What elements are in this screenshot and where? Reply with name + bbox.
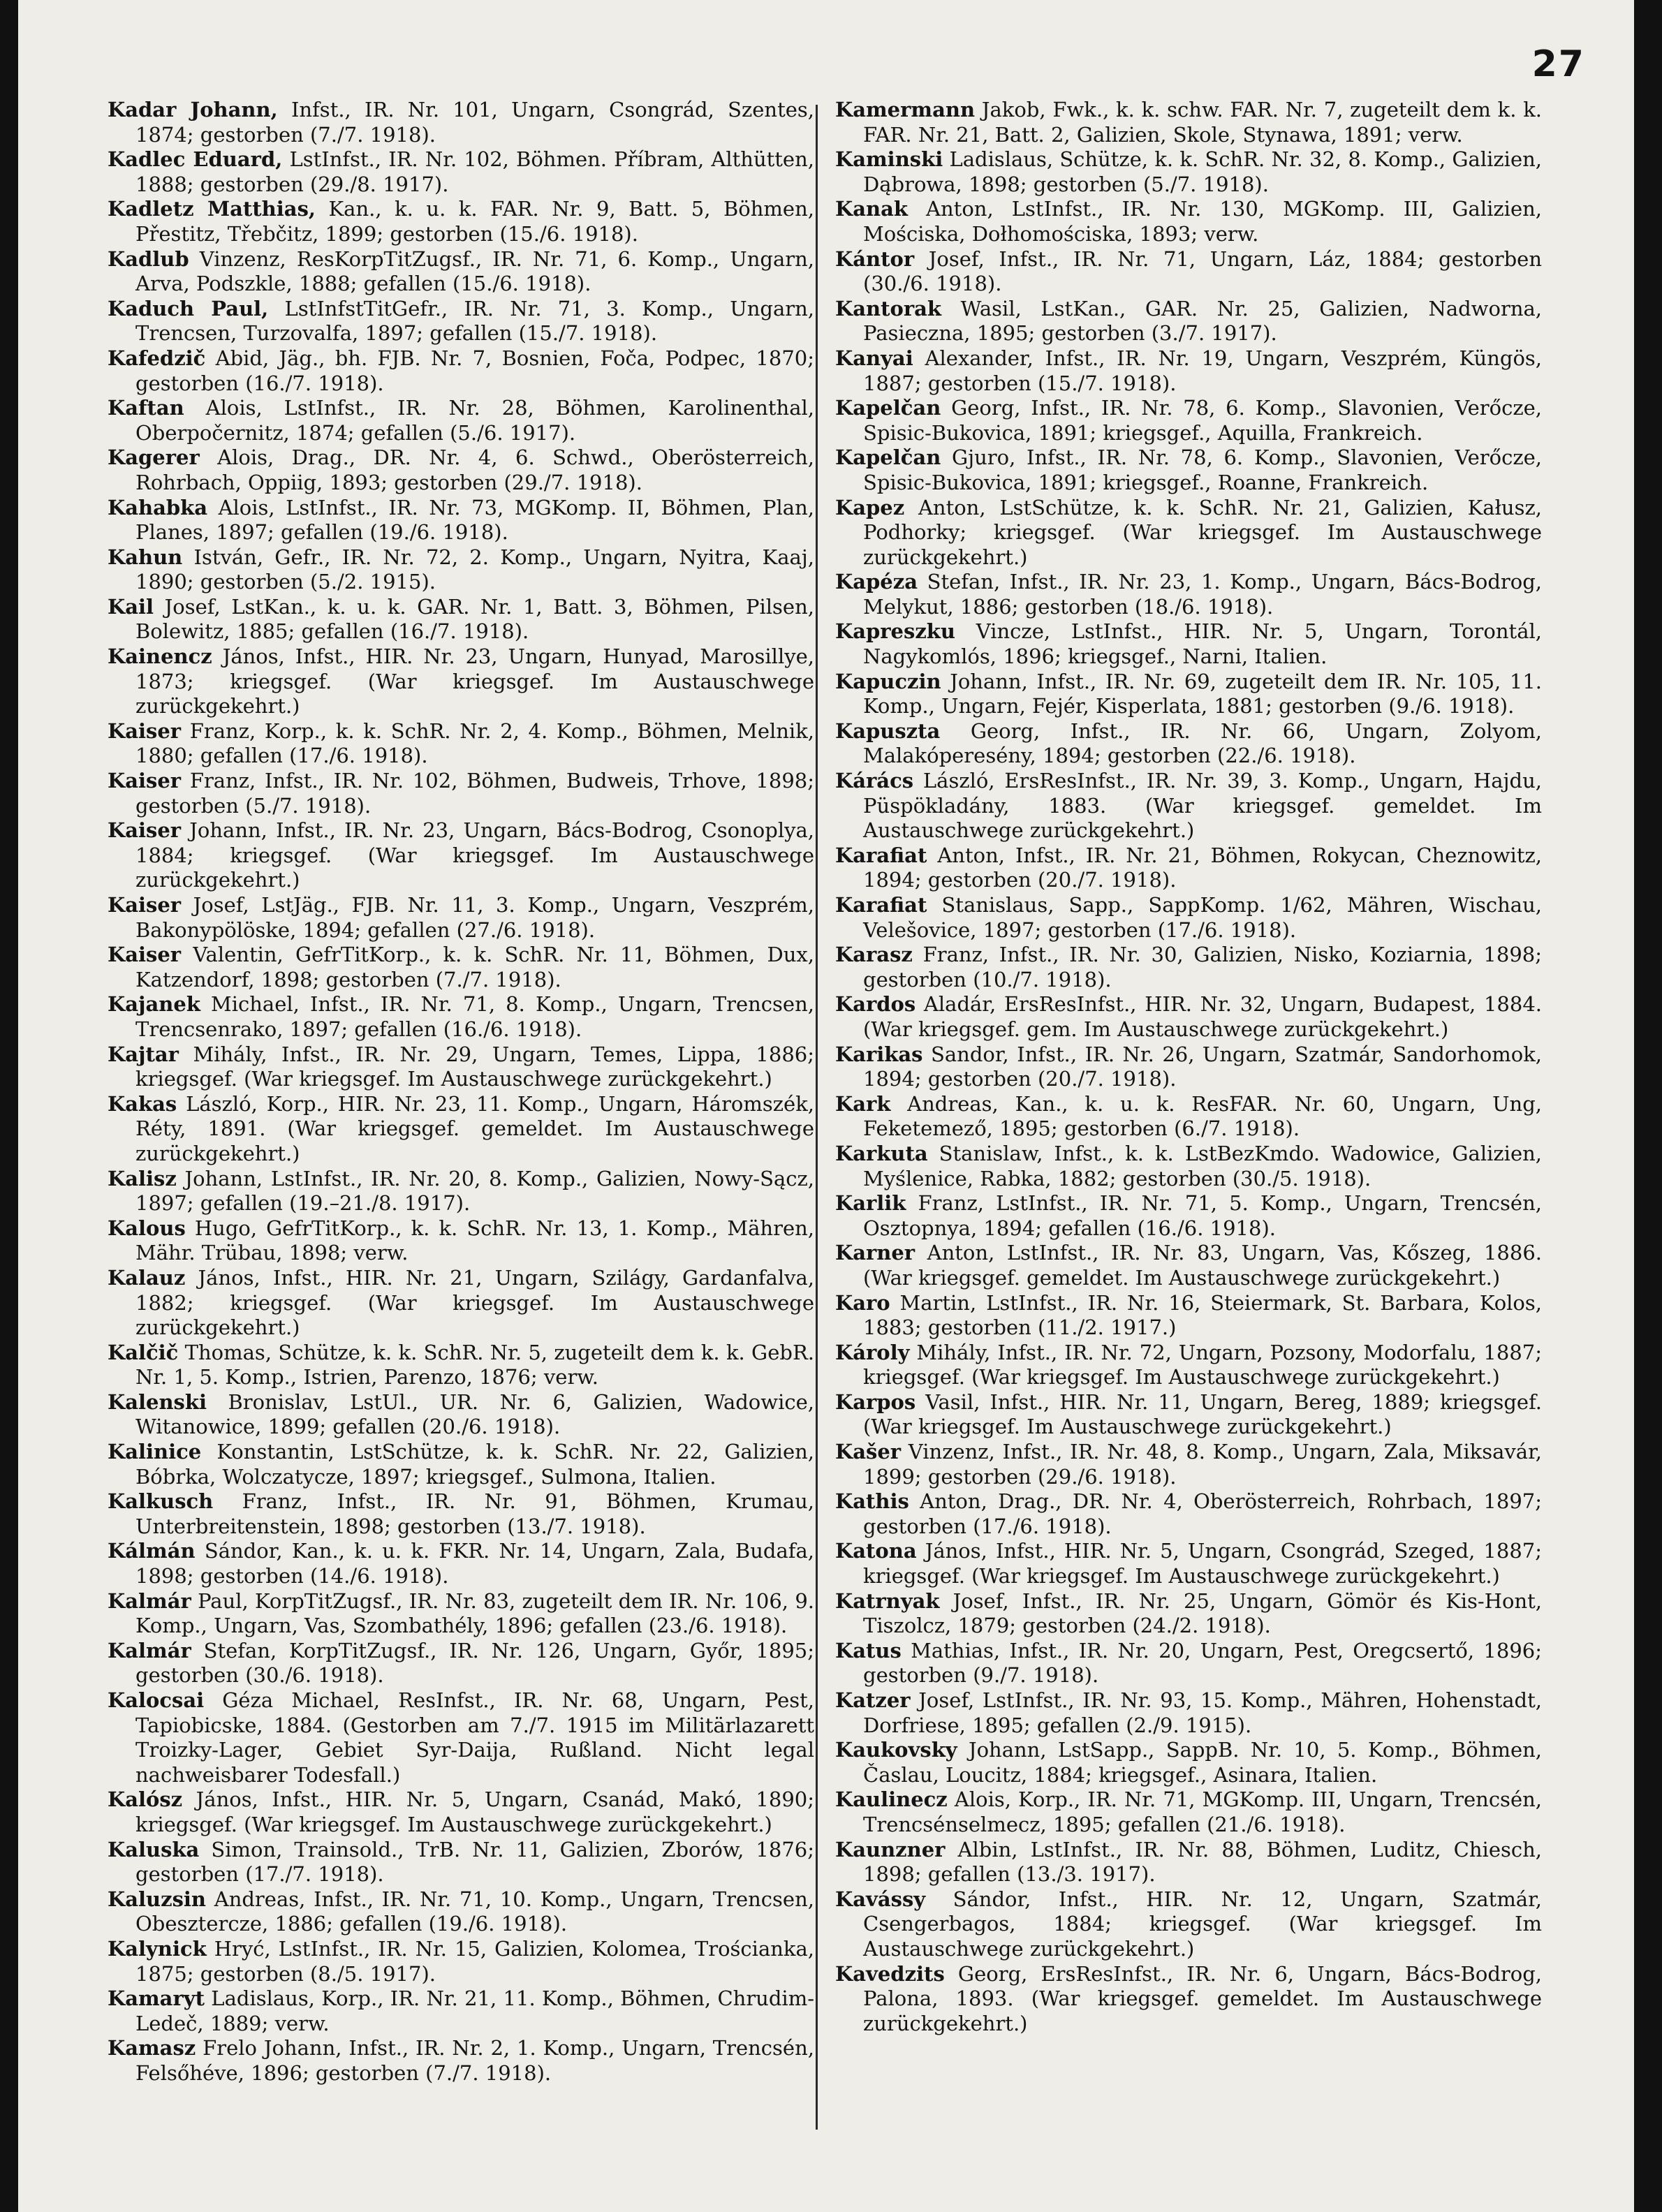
casualty-entry: [108, 943, 814, 992]
entry-details: Andreas, Kan., k. u. k. ResFAR. Nr. 60, Ungarn, Ung, Feketemező, 1895; gestorben (6./7. 1918).: [863, 1091, 1542, 1141]
entry-name: Kapuszta: [835, 718, 941, 743]
entry-name: Karo: [835, 1290, 890, 1315]
casualty-entry: [835, 570, 1542, 619]
entry-name: Kajtar: [108, 1042, 179, 1066]
entry-details: Franz, Infst., IR. Nr. 91, Böhmen, Krumau, Unterbreitenstein, 1898; gestorben (13./7. 1918).: [135, 1489, 814, 1538]
entry-details: Stefan, KorpTitZugsf., IR. Nr. 126, Ungarn, Győr, 1895; gestorben (30./6. 1918).: [135, 1638, 814, 1688]
entry-details: Hugo, GefrTitKorp., k. k. SchR. Nr. 13, 1. Komp., Mähren, Mähr. Trübau, 1898; verw.: [135, 1216, 814, 1265]
casualty-entry: [835, 197, 1542, 246]
casualty-entry: [108, 396, 814, 445]
entry-details: Martin, LstInfst., IR. Nr. 16, Steiermark, St. Barbara, Kolos, 1883; gestorben (11./2. 1917.): [863, 1290, 1542, 1340]
casualty-entry: [108, 445, 814, 495]
entry-name: Karpos: [835, 1389, 916, 1414]
entry-details: Josef, LstJäg., FJB. Nr. 11, 3. Komp., Ungarn, Veszprém, Bakonypölöske, 1894; gefallen (27./6. 1918).: [135, 893, 814, 942]
entry-name: Kaduch Paul,: [108, 296, 269, 320]
casualty-entry: [835, 1838, 1542, 1887]
entry-name: Karafiat: [835, 893, 927, 917]
entry-name: Kaluska: [108, 1837, 200, 1861]
casualty-entry: [108, 1937, 814, 1986]
entry-name: Kapéza: [835, 570, 918, 594]
casualty-entry: [835, 1241, 1542, 1290]
casualty-entry: [108, 1489, 814, 1539]
casualty-entry: [835, 346, 1542, 396]
casualty-entry: [835, 445, 1542, 495]
casualty-entry: [835, 1639, 1542, 1688]
entry-details: János, Infst., HIR. Nr. 23, Ungarn, Hunyad, Marosillye, 1873; kriegsgef. (War kriegsgef. Im Austauschwege zurückgekehrt.): [135, 644, 814, 718]
entry-name: Kapelčan: [835, 445, 941, 470]
casualty-entry: [835, 147, 1542, 197]
entry-details: János, Infst., HIR. Nr. 21, Ungarn, Szilágy, Gardanfalva, 1882; kriegsgef. (War kriegsgef. Im Austauschwege zurückgekehrt.): [135, 1265, 814, 1340]
entry-details: Thomas, Schütze, k. k. SchR. Nr. 5, zugeteilt dem k. k. GebR. Nr. 1, 5. Komp., Istrien, Parenzo, 1876; verw.: [135, 1340, 814, 1389]
casualty-entry: [108, 346, 814, 396]
casualty-entry: [108, 1092, 814, 1167]
entry-details: Andreas, Infst., IR. Nr. 71, 10. Komp., Ungarn, Trencsen, Obesztercze, 1886; gefallen (19./6. 1918).: [135, 1887, 814, 1936]
entry-details: Kan., k. u. k. FAR. Nr. 9, Batt. 5, Böhmen, Přestitz, Třebčitz, 1899; gestorben (15./6. 1918).: [135, 197, 814, 246]
entry-details: István, Gefr., IR. Nr. 72, 2. Komp., Ungarn, Nyitra, Kaaj, 1890; gestorben (5./2. 1915).: [135, 545, 814, 594]
casualty-entry: [108, 769, 814, 818]
entry-details: Alois, LstInfst., IR. Nr. 73, MGKomp. II, Böhmen, Plan, Planes, 1897; gefallen (19./6. 1918).: [135, 495, 814, 545]
right-column: [835, 98, 1542, 2036]
entry-name: Kadlub: [108, 246, 189, 271]
entry-details: Franz, LstInfst., IR. Nr. 71, 5. Komp., Ungarn, Trencsén, Osztopnya, 1894; gefallen (16./6. 1918).: [863, 1191, 1542, 1240]
entry-name: Kaluzsin: [108, 1887, 206, 1911]
entry-name: Kaiser: [108, 818, 182, 843]
entry-details: Johann, LstSapp., SappB. Nr. 10, 5. Komp., Böhmen, Časlau, Loucitz, 1884; kriegsgef., Asinara, Italien.: [863, 1738, 1542, 1787]
casualty-entry: [108, 297, 814, 346]
entry-name: Kamermann: [835, 98, 976, 121]
casualty-entry: [835, 1440, 1542, 1489]
casualty-entry: [108, 1390, 814, 1440]
entry-details: Paul, KorpTitZugsf., IR. Nr. 83, zugeteilt dem IR. Nr. 106, 9. Komp., Ungarn, Vas, Szombathély, 1896; gefallen (23./6. 1918).: [135, 1588, 814, 1638]
entry-details: Franz, Korp., k. k. SchR. Nr. 2, 4. Komp., Böhmen, Melnik, 1880; gefallen (17./6. 1918).: [135, 718, 814, 768]
entry-details: Anton, Drag., DR. Nr. 4, Oberösterreich, Rohrbach, 1897; gestorben (17./6. 1918).: [863, 1489, 1542, 1538]
entry-details: Aladár, ErsResInfst., HIR. Nr. 32, Ungarn, Budapest, 1884. (War kriegsgef. gem. Im Austauschwege zurückgekehrt.): [863, 992, 1542, 1041]
entry-details: Konstantin, LstSchütze, k. k. SchR. Nr. 22, Galizien, Bóbrka, Wolczatycze, 1897; kriegsgef., Sulmona, Italien.: [135, 1440, 814, 1489]
casualty-entry: [835, 992, 1542, 1042]
casualty-entry: [108, 1216, 814, 1266]
entry-name: Kavedzits: [835, 1961, 945, 1986]
casualty-entry: [835, 1539, 1542, 1588]
entry-details: Georg, ErsResInfst., IR. Nr. 6, Ungarn, Bács-Bodrog, Palona, 1893. (War kriegsgef. gemeldet. Im Austauschwege zurückgekehrt.): [863, 1961, 1542, 2035]
entry-details: Ladislaus, Schütze, k. k. SchR. Nr. 32, 8. Komp., Galizien, Dąbrowa, 1898; gestorben (5./7. 1918).: [863, 147, 1542, 196]
entry-details: Johann, Infst., IR. Nr. 69, zugeteilt dem IR. Nr. 105, 11. Komp., Ungarn, Fejér, Kisperlata, 1881; gestorben (9./6. 1918).: [863, 669, 1542, 718]
entry-name: Kalmár: [108, 1638, 191, 1662]
entry-name: Kalinice: [108, 1440, 202, 1464]
entry-details: Josef, LstInfst., IR. Nr. 93, 15. Komp., Mähren, Hohenstadt, Dorfriese, 1895; gefallen (2./9. 1915).: [863, 1688, 1542, 1737]
entry-name: Kapelčan: [835, 396, 941, 420]
entry-name: Kaukovsky: [835, 1738, 957, 1762]
entry-name: Kainencz: [108, 644, 212, 669]
entry-name: Kalocsai: [108, 1688, 205, 1712]
entry-details: Josef, Infst., IR. Nr. 25, Ungarn, Gömör és Kis-Hont, Tiszolcz, 1879; gestorben (24./2. 1918).: [863, 1588, 1542, 1638]
entry-name: Kail: [108, 594, 154, 619]
entry-name: Kaiser: [108, 718, 182, 743]
entry-details: Anton, LstSchütze, k. k. SchR. Nr. 21, Galizien, Kałusz, Podhorky; kriegsgef. (War kriegsgef. Im Austauschwege zurückgekehrt.): [863, 495, 1542, 569]
casualty-entry: [835, 1142, 1542, 1191]
entry-name: Kalmár: [108, 1588, 191, 1613]
casualty-entry: [108, 247, 814, 297]
casualty-entry: [108, 197, 814, 246]
casualty-entry: [108, 1539, 814, 1588]
entry-details: Sándor, Infst., HIR. Nr. 12, Ungarn, Szatmár, Csengerbagos, 1884; kriegsgef. (War kriegsgef. Im Austauschwege zurückgekehrt.): [863, 1887, 1542, 1961]
entry-name: Kanak: [835, 197, 908, 221]
casualty-entry: [835, 1042, 1542, 1092]
entry-details: Hryć, LstInfst., IR. Nr. 15, Galizien, Kolomea, Trościanka, 1875; gestorben (8./5. 1917).: [135, 1936, 814, 1986]
entry-details: Frelo Johann, Infst., IR. Nr. 2, 1. Komp., Ungarn, Trencsén, Felsőhéve, 1896; gestorben (7./7. 1918).: [135, 2036, 814, 2085]
entry-name: Kagerer: [108, 445, 200, 470]
entry-name: Kalkusch: [108, 1489, 214, 1514]
casualty-entry: [108, 1887, 814, 1937]
entry-name: Kaiser: [108, 893, 182, 917]
casualty-entry: [108, 1341, 814, 1390]
entry-details: László, ErsResInfst., IR. Nr. 39, 3. Komp., Ungarn, Hajdu, Püspökladány, 1883. (War kriegsgef. gemeldet. Im Austauschwege zurückgekehrt.): [863, 769, 1542, 843]
casualty-entry: [835, 396, 1542, 445]
entry-details: Valentin, GefrTitKorp., k. k. SchR. Nr. 11, Böhmen, Dux, Katzendorf, 1898; gestorben (7./7. 1918).: [135, 943, 814, 991]
casualty-entry: [835, 98, 1542, 147]
entry-details: Mathias, Infst., IR. Nr. 20, Ungarn, Pest, Oregcsertő, 1896; gestorben (9./7. 1918).: [863, 1638, 1542, 1688]
casualty-entry: [108, 1838, 814, 1887]
entry-details: Infst., IR. Nr. 101, Ungarn, Csongrád, Szentes, 1874; gestorben (7./7. 1918).: [135, 98, 814, 147]
entry-details: Géza Michael, ResInfst., IR. Nr. 68, Ungarn, Pest, Tapiobicske, 1884. (Gestorben am 7./7. 1915 im Militärlazarett Troizky-Lager, Gebiet Syr-Daija, Rußland. Nicht legal nachweisbarer Todesfall.): [135, 1688, 814, 1787]
casualty-entry: [108, 147, 814, 197]
casualty-entry: [108, 1042, 814, 1092]
entry-details: Vincze, LstInfst., HIR. Nr. 5, Ungarn, Torontál, Nagykomlós, 1896; kriegsgef., Narni, Italien.: [863, 619, 1542, 669]
casualty-entry: [835, 1092, 1542, 1142]
entry-details: Franz, Infst., IR. Nr. 30, Galizien, Nisko, Koziarnia, 1898; gestorben (10./7. 1918).: [863, 943, 1542, 991]
casualty-entry: [108, 644, 814, 719]
casualty-entry: [108, 1688, 814, 1787]
entry-details: Michael, Infst., IR. Nr. 71, 8. Komp., Ungarn, Trencsen, Trencsenrako, 1897; gefallen (16./6. 1918).: [135, 992, 814, 1041]
entry-name: Kajanek: [108, 992, 200, 1017]
casualty-entry: [835, 893, 1542, 943]
casualty-entry: [835, 619, 1542, 669]
casualty-entry: [108, 545, 814, 595]
entry-name: Kašer: [835, 1440, 902, 1464]
entry-details: Sandor, Infst., IR. Nr. 26, Ungarn, Szatmár, Sandorhomok, 1894; gestorben (20./7. 1918).: [863, 1042, 1542, 1091]
entry-details: Johann, Infst., IR. Nr. 23, Ungarn, Bács-Bodrog, Csonoplya, 1884; kriegsgef. (War kriegsgef. Im Austauschwege zurückgekehrt.): [135, 818, 814, 892]
entry-name: Kalósz: [108, 1787, 183, 1812]
entry-name: Katus: [835, 1638, 902, 1662]
casualty-entry: [835, 1191, 1542, 1241]
entry-details: Mihály, Infst., IR. Nr. 72, Ungarn, Pozsony, Modorfalu, 1887; kriegsgef. (War kriegsgef. Im Austauschwege zurückgekehrt.): [863, 1340, 1542, 1389]
entry-name: Kalynick: [108, 1936, 207, 1961]
entry-details: Stefan, Infst., IR. Nr. 23, 1. Komp., Ungarn, Bács-Bodrog, Melykut, 1886; gestorben (18./6. 1918).: [863, 570, 1542, 619]
casualty-entry: [835, 1738, 1542, 1787]
casualty-entry: [835, 670, 1542, 719]
entry-name: Karikas: [835, 1042, 923, 1066]
entry-name: Kaiser: [108, 769, 182, 793]
entry-details: Vinzenz, ResKorpTitZugsf., IR. Nr. 71, 6. Komp., Ungarn, Arva, Podszkle, 1888; gefallen (15./6. 1918).: [135, 246, 814, 296]
entry-details: János, Infst., HIR. Nr. 5, Ungarn, Csanád, Makó, 1890; kriegsgef. (War kriegsgef. Im Austauschwege zurückgekehrt.): [135, 1787, 814, 1836]
entry-name: Karner: [835, 1241, 915, 1265]
casualty-entry: [835, 1688, 1542, 1738]
casualty-entry: [108, 1639, 814, 1688]
entry-name: Katona: [835, 1539, 917, 1563]
page-number: 27: [1531, 43, 1585, 85]
casualty-entry: [108, 992, 814, 1042]
entry-name: Kapuczin: [835, 669, 941, 693]
entry-name: Kadar Johann,: [108, 98, 278, 121]
entry-name: Kanyai: [835, 346, 913, 370]
casualty-entry: [835, 247, 1542, 297]
entry-name: Kalauz: [108, 1265, 186, 1290]
entry-details: Vasil, Infst., HIR. Nr. 11, Ungarn, Bereg, 1889; kriegsgef. (War kriegsgef. Im Austauschwege zurückgekehrt.): [863, 1389, 1542, 1439]
entry-name: Kántor: [835, 246, 915, 271]
entry-name: Kapreszku: [835, 619, 955, 644]
entry-name: Kaminski: [835, 147, 943, 172]
entry-name: Kamaryt: [108, 1986, 205, 2011]
entry-details: János, Infst., HIR. Nr. 5, Ungarn, Csongrád, Szeged, 1887; kriegsgef. (War kriegsgef. Im Austauschwege zurückgekehrt.): [863, 1539, 1542, 1588]
entry-details: László, Korp., HIR. Nr. 23, 11. Komp., Ungarn, Háromszék, Réty, 1891. (War kriegsgef. gemeldet. Im Austauschwege zurückgekehrt.): [135, 1091, 814, 1165]
casualty-entry: [835, 943, 1542, 992]
entry-details: Alois, Drag., DR. Nr. 4, 6. Schwd., Oberösterreich, Rohrbach, Oppiig, 1893; gestorben (29./7. 1918).: [135, 445, 814, 494]
entry-details: LstInfstTitGefr., IR. Nr. 71, 3. Komp., Ungarn, Trencsen, Turzovalfa, 1897; gefallen (15./7. 1918).: [135, 296, 815, 346]
entry-name: Katzer: [835, 1688, 911, 1712]
entry-name: Kadletz Matthias,: [108, 197, 316, 221]
entry-details: Georg, Infst., IR. Nr. 66, Ungarn, Zolyom, Malakóperesény, 1894; gestorben (22./6. 1918).: [863, 718, 1542, 768]
entry-details: Anton, LstInfst., IR. Nr. 83, Ungarn, Vas, Kőszeg, 1886. (War kriegsgef. gemeldet. Im Austauschwege zurückgekehrt.): [863, 1241, 1542, 1290]
casualty-entry: [108, 1787, 814, 1837]
entry-details: Alois, LstInfst., IR. Nr. 28, Böhmen, Karolinenthal, Oberpočernitz, 1874; gefallen (5./6. 1917).: [135, 396, 814, 445]
casualty-entry: [835, 1390, 1542, 1440]
entry-details: Abid, Jäg., bh. FJB. Nr. 7, Bosnien, Foča, Podpec, 1870; gestorben (16./7. 1918).: [135, 346, 814, 395]
casualty-entry: [835, 297, 1542, 346]
entry-details: Wasil, LstKan., GAR. Nr. 25, Galizien, Nadworna, Pasieczna, 1895; gestorben (3./7. 1917).: [863, 296, 1542, 346]
entry-name: Kamasz: [108, 2036, 196, 2060]
entry-name: Kardos: [835, 992, 916, 1017]
entry-name: Kapez: [835, 495, 905, 519]
entry-name: Kahabka: [108, 495, 208, 519]
entry-details: Anton, Infst., IR. Nr. 21, Böhmen, Rokycan, Cheznowitz, 1894; gestorben (20./7. 1918).: [863, 843, 1542, 892]
casualty-entry: [835, 496, 1542, 570]
column-divider: [816, 105, 818, 2130]
casualty-entry: [835, 719, 1542, 769]
casualty-entry: [835, 1962, 1542, 2037]
entry-name: Kárács: [835, 769, 914, 793]
casualty-entry: [108, 496, 814, 545]
entry-details: Stanislaus, Sapp., SappKomp. 1/62, Mähren, Wischau, Velešovice, 1897; gestorben (17./6. 1918).: [863, 893, 1542, 942]
entry-details: Alexander, Infst., IR. Nr. 19, Ungarn, Veszprém, Küngös, 1887; gestorben (15./7. 1918).: [863, 346, 1542, 395]
entry-name: Kalčič: [108, 1340, 179, 1364]
casualty-entry: [835, 1291, 1542, 1341]
casualty-entry: [108, 1589, 814, 1639]
casualty-entry: [108, 1440, 814, 1489]
entry-name: Kadlec Eduard,: [108, 147, 283, 172]
entry-details: Sándor, Kan., k. u. k. FKR. Nr. 14, Ungarn, Zala, Budafa, 1898; gestorben (14./6. 1918).: [135, 1539, 814, 1588]
entry-name: Karasz: [835, 943, 913, 967]
entry-name: Kaiser: [108, 943, 182, 967]
casualty-entry: [108, 818, 814, 893]
entry-details: Franz, Infst., IR. Nr. 102, Böhmen, Budweis, Trhove, 1898; gestorben (5./7. 1918).: [135, 769, 814, 818]
entry-name: Kakas: [108, 1091, 177, 1116]
casualty-entry: [108, 893, 814, 943]
entry-name: Kark: [835, 1091, 891, 1116]
entry-details: Bronislav, LstUl., UR. Nr. 6, Galizien, Wadowice, Witanowice, 1899; gefallen (20./6. 1918).: [135, 1389, 814, 1439]
casualty-entry: [835, 1787, 1542, 1837]
entry-details: Josef, Infst., IR. Nr. 71, Ungarn, Láz, 1884; gestorben (30./6. 1918).: [863, 246, 1542, 296]
entry-name: Kalenski: [108, 1389, 207, 1414]
entry-name: Kavássy: [835, 1887, 926, 1911]
casualty-entry: [835, 769, 1542, 843]
entry-name: Kaftan: [108, 396, 184, 420]
entry-name: Karafiat: [835, 843, 927, 867]
casualty-entry: [108, 595, 814, 644]
casualty-entry: [835, 1887, 1542, 1962]
casualty-entry: [108, 719, 814, 769]
entry-name: Kaunzner: [835, 1837, 946, 1861]
entry-details: Anton, LstInfst., IR. Nr. 130, MGKomp. III, Galizien, Mościska, Dołhomościska, 1893; verw.: [863, 197, 1542, 246]
casualty-entry: [108, 1266, 814, 1341]
entry-details: Mihály, Infst., IR. Nr. 29, Ungarn, Temes, Lippa, 1886; kriegsgef. (War kriegsgef. Im Austauschwege zurückgekehrt.): [135, 1042, 814, 1091]
entry-name: Károly: [835, 1340, 910, 1364]
casualty-entry: [108, 1167, 814, 1216]
entry-name: Kalisz: [108, 1166, 177, 1190]
casualty-entry: [835, 1589, 1542, 1639]
entry-name: Karlik: [835, 1191, 906, 1216]
entry-name: Kálmán: [108, 1539, 196, 1563]
entry-details: LstInfst., IR. Nr. 102, Böhmen. Příbram, Althütten, 1888; gestorben (29./8. 1917).: [135, 147, 814, 196]
entry-details: Albin, LstInfst., IR. Nr. 88, Böhmen, Luditz, Chiesch, 1898; gefallen (13./3. 1917).: [863, 1837, 1542, 1887]
left-column: [108, 98, 814, 2086]
entry-details: Ladislaus, Korp., IR. Nr. 21, 11. Komp., Böhmen, Chrudim-Ledeč, 1889; verw.: [135, 1986, 814, 2035]
entry-name: Kathis: [835, 1489, 909, 1514]
entry-details: Gjuro, Infst., IR. Nr. 78, 6. Komp., Slavonien, Verőcze, Spisic-Bukovica, 1891; kriegsgef., Roanne, Frankreich.: [863, 445, 1542, 494]
casualty-entry: [835, 843, 1542, 893]
casualty-entry: [108, 1986, 814, 2036]
casualty-entry: [835, 1341, 1542, 1390]
entry-name: Kaulinecz: [835, 1787, 948, 1812]
entry-name: Katrnyak: [835, 1588, 940, 1613]
entry-details: Georg, Infst., IR. Nr. 78, 6. Komp., Slavonien, Verőcze, Spisic-Bukovica, 1891; kriegsgef., Aquilla, Frankreich.: [863, 396, 1542, 445]
entry-name: Karkuta: [835, 1141, 928, 1165]
casualty-entry: [835, 1489, 1542, 1539]
entry-details: Simon, Trainsold., TrB. Nr. 11, Galizien, Zborów, 1876; gestorben (17./7. 1918).: [135, 1837, 814, 1887]
entry-name: Kahun: [108, 545, 183, 569]
entry-details: Alois, Korp., IR. Nr. 71, MGKomp. III, Ungarn, Trencsén, Trencsénselmecz, 1895; gefallen (21./6. 1918).: [863, 1787, 1542, 1836]
casualty-entry: [108, 2036, 814, 2086]
entry-details: Josef, LstKan., k. u. k. GAR. Nr. 1, Batt. 3, Böhmen, Pilsen, Bolewitz, 1885; gefallen (16./7. 1918).: [135, 594, 814, 644]
entry-name: Kalous: [108, 1216, 186, 1240]
entry-details: Johann, LstInfst., IR. Nr. 20, 8. Komp., Galizien, Nowy-Sącz, 1897; gefallen (19.–21./8. 1917).: [135, 1166, 814, 1216]
entry-name: Kantorak: [835, 296, 941, 320]
entry-name: Kafedzič: [108, 346, 206, 370]
entry-details: Vinzenz, Infst., IR. Nr. 48, 8. Komp., Ungarn, Zala, Miksavár, 1899; gestorben (29./6. 1918).: [863, 1440, 1542, 1489]
casualty-entry: [108, 98, 814, 147]
entry-details: Stanislaw, Infst., k. k. LstBezKmdo. Wadowice, Galizien, Myślenice, Rabka, 1882; gestorben (30./5. 1918).: [863, 1141, 1542, 1190]
entry-details: Jakob, Fwk., k. k. schw. FAR. Nr. 7, zugeteilt dem k. k. FAR. Nr. 21, Batt. 2, Galizien, Skole, Stynawa, 1891; verw.: [863, 98, 1542, 147]
